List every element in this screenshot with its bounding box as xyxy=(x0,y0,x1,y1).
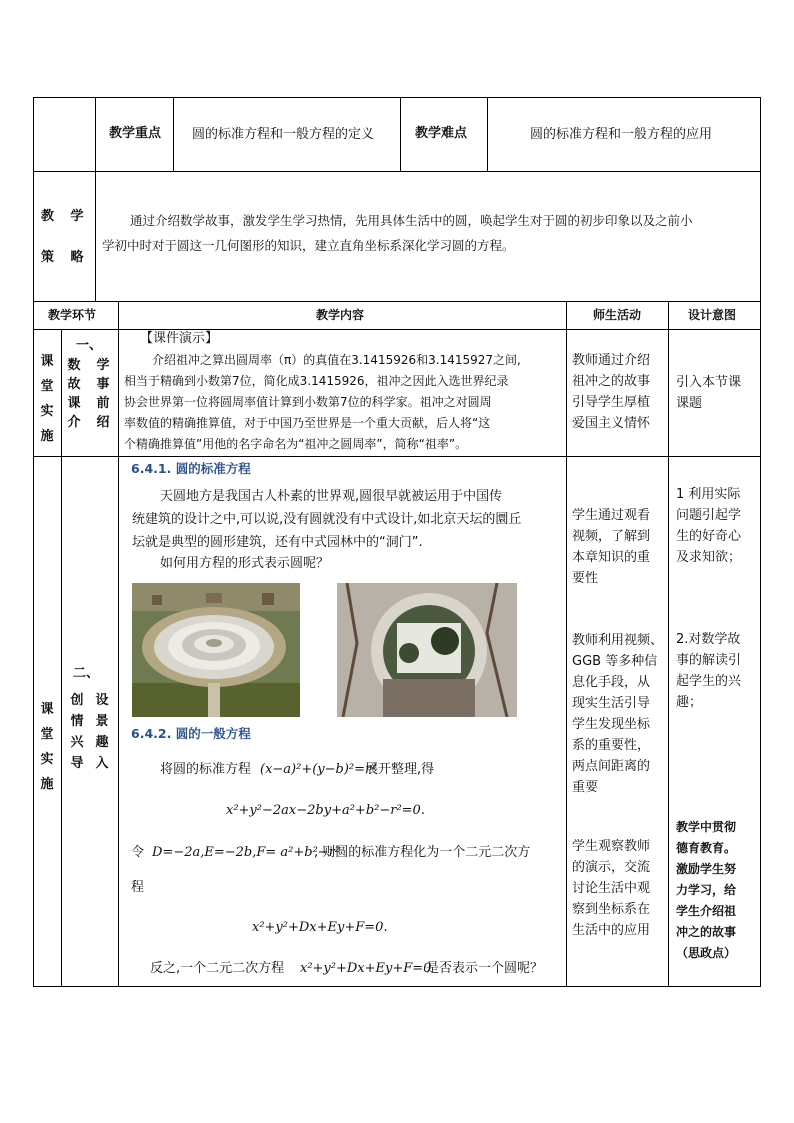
s2-converse-post: 是否表示一个圆呢？ xyxy=(426,961,544,976)
strategy-line-1: 通过介绍数学故事，激发学生学习热情，先用具体生活中的圆，唤起学生对于圆的初步印象以及之前小 xyxy=(130,213,693,228)
s2-sub-col1: 创 情 兴 导 xyxy=(70,693,84,771)
s2-heading-general: 6.4.2. 圆的一般方程 xyxy=(131,726,251,741)
s2-sub-number: 二、 xyxy=(73,666,100,681)
focus-label: 教学重点 xyxy=(109,126,162,141)
col-header-stage: 教学环节 xyxy=(48,308,97,322)
col-header-intent: 设计意图 xyxy=(688,308,737,322)
s2-expand-pre: 将圆的标准方程 xyxy=(160,762,252,777)
s2-heading-standard: 6.4.1. 圆的标准方程 xyxy=(131,461,251,476)
s1-activity: 教师通过介绍 祖冲之的故事 引导学生厚植 爱国主义情怀 xyxy=(572,353,651,431)
s2-intent-1: 1 利用实际 问题引起学 生的好奇心 及求知欲； xyxy=(676,487,742,565)
s2-general-eq: x²+y²+Dx+Ey+F=0. xyxy=(252,920,388,935)
s2-let-post: , 则圆的标准方程化为一个二元二次方 xyxy=(314,845,531,860)
strategy-label-2: 策 略 xyxy=(41,250,90,265)
s1-paragraph: 介绍祖冲之算出圆周率（π）的真值在3.1415926和3.1415927之间, 相当于精确到小数第7位，简化成3.1415926，祖冲之因此入选世界纪录 协会世界第一位将圆周率值计算到小数第7位的科学家。祖冲之对圆周 率数值的精确推算值，对于中国乃至世界是一个重大贡献，后人将“这 个精确推算值”用他的名字命名为“祖冲之圆周率”，简称“祖率”。 xyxy=(124,353,521,451)
s2-let-eq: D=−2a,E=−2b,F= a²+b²−r² xyxy=(152,845,341,860)
difficulty-label: 教学难点 xyxy=(415,126,468,141)
s2-converse-eq: x²+y²+Dx+Ey+F=0 xyxy=(300,961,432,976)
s1-demo-title: 【课件演示】 xyxy=(140,331,219,346)
s1-sub-col2: 学 事 前 绍 xyxy=(96,358,110,430)
s2-stage-label: 课 堂 实 施 xyxy=(40,702,54,792)
col-header-content: 教学内容 xyxy=(316,308,365,322)
strategy-label-1: 教 学 xyxy=(41,209,90,224)
s2-converse-pre: 反之,一个二元二次方程 xyxy=(150,961,285,976)
s2-intent-2: 2.对数学故 事的解读引 起学生的兴 趣； xyxy=(676,632,742,710)
s2-activity-3: 学生观察教师 的演示，交流 讨论生活中观 察到坐标系在 生活中的应用 xyxy=(572,839,651,938)
col-header-activity: 师生活动 xyxy=(593,308,642,322)
s1-sub-col1: 数 故 课 介 xyxy=(67,358,81,430)
temple-of-heaven-photo xyxy=(132,583,300,717)
s2-activity-1: 学生通过观看 视频，了解到 本章知识的重 要性 xyxy=(572,508,651,586)
s2-expanded-eq: x²+y²−2ax−2by+a²+b²−r²=0. xyxy=(226,803,425,818)
s2-expand-post: 展开整理,得 xyxy=(365,762,435,777)
s1-stage-label: 课 堂 实 施 xyxy=(40,354,54,444)
difficulty-value: 圆的标准方程和一般方程的应用 xyxy=(530,127,713,142)
s2-paragraph: 天圆地方是我国古人朴素的世界观,圆很早就被运用于中国传 统建筑的设计之中,可以说,没有圆就没有中式设计,如北京天坛的圜丘 坛就是典型的圆形建筑，还有中式园林中的“洞门”. xyxy=(132,489,522,550)
s2-question-1: 如何用方程的形式表示圆呢？ xyxy=(160,556,330,571)
s1-sub-number: 一、 xyxy=(76,338,103,353)
s2-let-pre: 令 xyxy=(131,845,145,860)
focus-value: 圆的标准方程和一般方程的定义 xyxy=(192,127,375,142)
moon-gate-photo xyxy=(337,583,517,717)
s2-let-tail: 程 xyxy=(131,880,145,895)
s2-activity-2: 教师利用视频、 GGB 等多种信 息化手段，从 现实生活引导 学生发现坐标 系的重要性， 两点间距离的 重要 xyxy=(572,633,664,795)
s2-sub-col2: 设 景 趣 入 xyxy=(95,693,109,771)
s2-expand-eq: (x−a)²+(y−b)²=r² xyxy=(260,762,377,777)
s2-intent-3: 教学中贯彻 德育教育。 激励学生努 力学习，给 学生介绍祖 冲之的故事 （思政点） xyxy=(676,820,737,960)
strategy-line-2: 学初中时对于圆这一几何图形的知识，建立直角坐标系深化学习圆的方程。 xyxy=(102,238,515,253)
s1-intent: 引入本节课 课题 xyxy=(676,375,742,411)
